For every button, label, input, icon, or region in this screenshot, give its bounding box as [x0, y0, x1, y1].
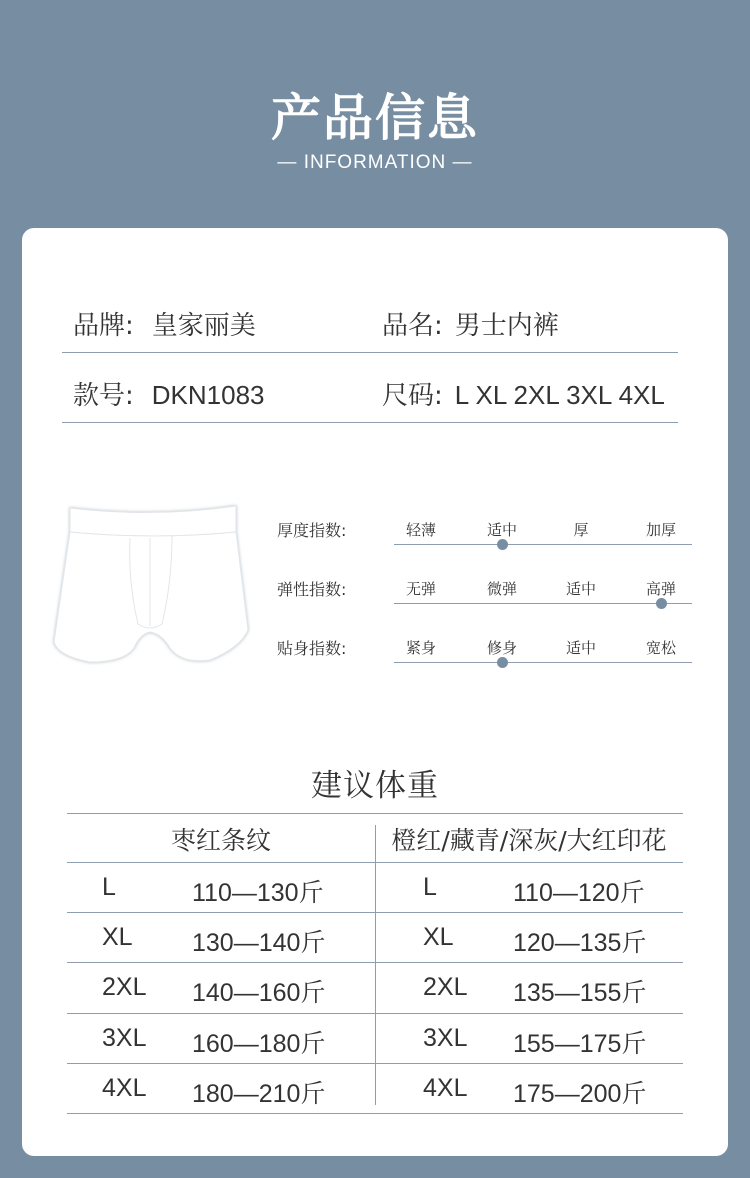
scale-option: 适中 — [565, 639, 596, 657]
scale-option: 厚 — [573, 521, 589, 539]
scale-option: 适中 — [565, 580, 596, 598]
right-size-cell: XL — [423, 923, 454, 952]
scale-option: 修身 — [486, 639, 517, 657]
right-weight-range-cell: 155—175斤 — [513, 1029, 647, 1058]
right-column-header: 橙红/藏青/深灰/大红印花 — [391, 826, 667, 855]
table-row-border — [67, 1063, 683, 1064]
scale-label: 厚度指数: — [277, 521, 347, 540]
brand-value: 皇家丽美 — [151, 311, 256, 341]
table-row-border — [67, 912, 683, 913]
size-value: L XL 2XL 3XL 4XL — [454, 380, 665, 410]
right-size-cell: 4XL — [423, 1073, 468, 1102]
left-weight-range-cell: 110—130斤 — [192, 879, 324, 907]
page-title: 产品信息 — [271, 89, 479, 147]
weight-table-title: 建议体重 — [311, 768, 439, 804]
table-top-border — [67, 813, 683, 814]
info-row-model — [62, 353, 678, 423]
info-row-brand — [62, 283, 678, 353]
model-value: DKN1083 — [151, 380, 265, 410]
right-weight-range-cell: 175—200斤 — [513, 1079, 647, 1108]
scale-label: 贴身指数: — [277, 639, 347, 658]
table-row-border — [67, 962, 683, 963]
scale-indicator-dot — [497, 657, 508, 668]
right-size-cell: 3XL — [423, 1023, 468, 1052]
scale-track — [394, 544, 692, 545]
left-size-cell: 4XL — [102, 1073, 147, 1102]
right-size-cell: 2XL — [423, 973, 468, 1002]
model-label: 款号: — [73, 381, 134, 411]
model-field — [73, 375, 265, 412]
boxer-brief-illustration — [50, 502, 256, 678]
product-name-value: 男士内裤 — [454, 311, 559, 341]
brand-label: 品牌: — [73, 311, 134, 341]
scale-option: 适中 — [486, 521, 517, 539]
product-name-label: 品名: — [382, 311, 443, 341]
product-name-field — [382, 305, 559, 342]
left-column-header: 枣红条纹 — [170, 826, 271, 855]
page-subtitle: — INFORMATION — — [277, 152, 473, 173]
scale-option: 宽松 — [645, 639, 676, 657]
scale-option: 加厚 — [645, 521, 676, 539]
scale-option: 微弹 — [486, 580, 517, 598]
table-row-border — [67, 1113, 683, 1114]
left-weight-range-cell: 130—140斤 — [192, 929, 326, 958]
right-weight-range-cell: 120—135斤 — [513, 929, 647, 958]
scale-option: 无弹 — [405, 580, 436, 598]
left-weight-range-cell: 160—180斤 — [192, 1029, 326, 1058]
scale-track — [394, 662, 692, 663]
size-label: 尺码: — [382, 381, 443, 411]
scale-option: 轻薄 — [405, 521, 436, 539]
scale-indicator-dot — [497, 539, 508, 550]
info-card — [22, 228, 728, 1156]
left-size-cell: L — [102, 873, 116, 901]
scale-label: 弹性指数: — [277, 580, 347, 599]
scale-track — [394, 603, 692, 604]
left-size-cell: 2XL — [102, 973, 147, 1002]
scale-indicator-dot — [656, 598, 667, 609]
left-weight-range-cell: 180—210斤 — [192, 1079, 326, 1108]
table-row-border — [67, 1013, 683, 1014]
brand-field — [73, 305, 256, 342]
scale-option: 紧身 — [405, 639, 436, 657]
scale-option: 高弹 — [645, 580, 676, 598]
right-weight-range-cell: 110—120斤 — [513, 879, 645, 907]
left-size-cell: 3XL — [102, 1023, 147, 1052]
left-weight-range-cell: 140—160斤 — [192, 979, 326, 1008]
left-size-cell: XL — [102, 923, 133, 952]
right-weight-range-cell: 135—155斤 — [513, 979, 647, 1008]
size-field — [382, 375, 665, 412]
right-size-cell: L — [423, 873, 437, 901]
table-header-border — [67, 862, 683, 863]
